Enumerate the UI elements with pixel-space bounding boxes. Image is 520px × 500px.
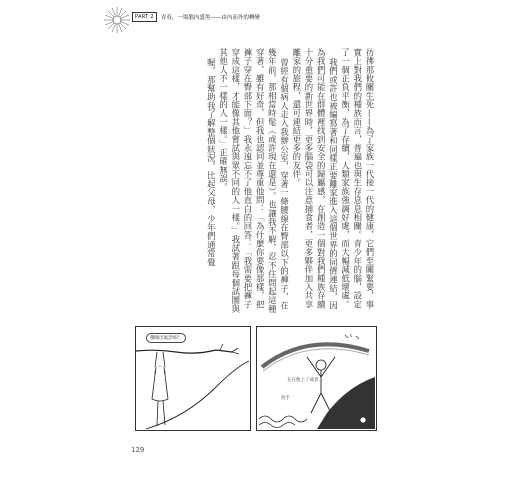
- paragraph: 我們或許也被編寫著和同樣正要離家進入這個世界的同儕連結，因為我們可能在群體裡找到安全的歸屬感，在創造一個對我們種族存續十分重要的新世界時，更多腦袋可以注意捕食者，更多夥伴加入共享離家的旅程，還可連結更多的友伴。: [291, 48, 339, 311]
- comic-panel-left: [135, 326, 251, 431]
- chapter-title: 青春，一場腦內盛黑——由內而外的轉變: [160, 15, 260, 21]
- speech-caption: 放手: [281, 396, 290, 401]
- page-number: 129: [131, 446, 145, 454]
- paragraph: 喔，那幫助我了解整個狀況，比起父母，少年們通常覺: [206, 58, 217, 267]
- speech-bubble: 哦嗨出航恐怖？: [146, 333, 186, 343]
- part-label: PART 2: [132, 12, 157, 22]
- speech-caption: 在在他上了或者…: [287, 378, 323, 383]
- body-text: [134, 48, 376, 314]
- sunburst-icon: [103, 6, 131, 34]
- paragraph: 彷彿那攸關生死——為了家族一代接一代的健康，它們至關緊要，事實上對我們的種族而言，普遍也與生存息息相關。青少年的腦，設定了一個正負平衡，為了存續，人類家族強調好處，而大幅減低壞處。: [340, 48, 375, 309]
- running-header: [132, 12, 260, 22]
- comic-panel-right: [256, 326, 377, 431]
- paragraph: 曾經有個病人走入我辦公室，穿著一條腰線在臀部以下的褲子，在幾年前，那相當時髦（或許現在還是）。也讓我不解，忍不住問起這種穿著，雖有好奇，但我也認同並尊重他問：「為什麼你要像那樣，把褲子穿在臀部下面？」我永遠忘不了他直白的回答：「我需要把褲子穿成這樣，才能像其他嘗試與眾不同的人一樣。」我試著跟每個試圖與其他人不一樣的人一樣。」正確無誤。: [218, 48, 290, 314]
